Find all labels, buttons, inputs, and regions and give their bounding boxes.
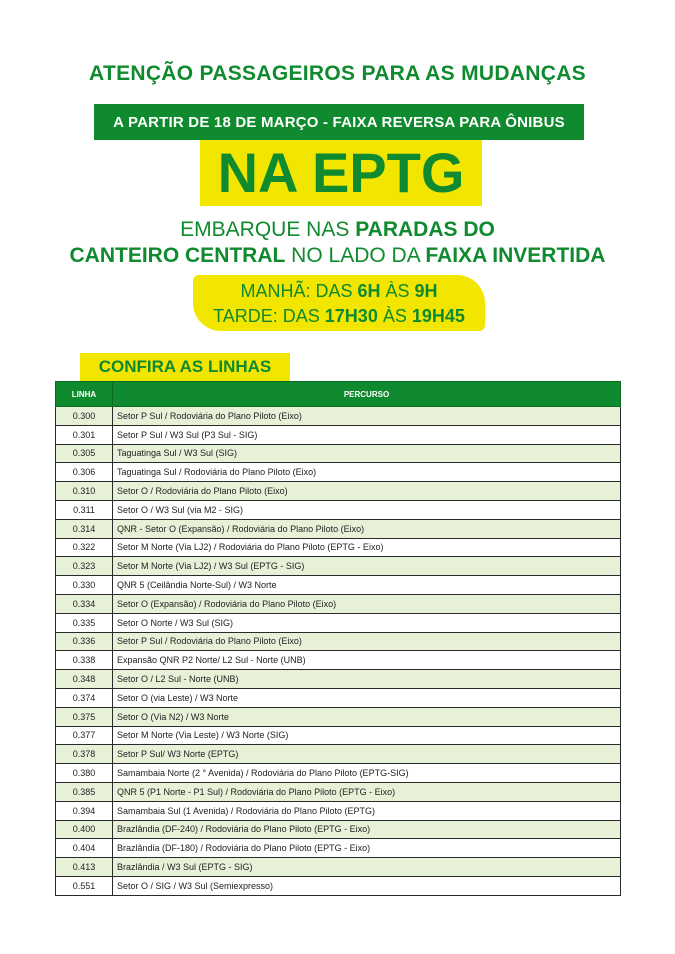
line-route: QNR - Setor O (Expansão) / Rodoviária do Plano Piloto (Eixo) <box>113 519 621 538</box>
line-code: 0.311 <box>56 500 113 519</box>
line-code: 0.310 <box>56 482 113 501</box>
table-row <box>56 876 621 895</box>
line-route: Setor O / L2 Sul - Norte (UNB) <box>113 670 621 689</box>
table-row <box>56 482 621 501</box>
line-route: Setor O / SIG / W3 Sul (Semiexpresso) <box>113 876 621 895</box>
table-row <box>56 688 621 707</box>
table-body <box>56 407 621 896</box>
table-row <box>56 764 621 783</box>
table-header-row <box>56 382 621 407</box>
line-code: 0.336 <box>56 632 113 651</box>
line-code: 0.378 <box>56 745 113 764</box>
schedule-evening <box>193 304 485 329</box>
table-row <box>56 745 621 764</box>
table-row <box>56 407 621 426</box>
line-route: QNR 5 (Ceilândia Norte-Sul) / W3 Norte <box>113 576 621 595</box>
embark-text: NO LADO DA <box>285 244 426 267</box>
table-row <box>56 820 621 839</box>
table-row <box>56 463 621 482</box>
line-code: 0.551 <box>56 876 113 895</box>
line-route: Setor M Norte (Via Leste) / W3 Norte (SIG) <box>113 726 621 745</box>
line-route: Setor P Sul / Rodoviária do Plano Piloto (Eixo) <box>113 407 621 426</box>
line-code: 0.400 <box>56 820 113 839</box>
line-route: Samambaia Norte (2 ° Avenida) / Rodoviária do Plano Piloto (EPTG-SIG) <box>113 764 621 783</box>
embark-emphasis: CANTEIRO CENTRAL <box>69 244 286 267</box>
table-row <box>56 839 621 858</box>
line-route: Brazlândia (DF-180) / Rodoviária do Plano Piloto (EPTG - Eixo) <box>113 839 621 858</box>
line-code: 0.300 <box>56 407 113 426</box>
table-row <box>56 576 621 595</box>
line-route: Setor M Norte (Via LJ2) / W3 Sul (EPTG - SIG) <box>113 557 621 576</box>
line-code: 0.330 <box>56 576 113 595</box>
table-row <box>56 632 621 651</box>
table-row <box>56 613 621 632</box>
line-code: 0.305 <box>56 444 113 463</box>
line-route: Setor O Norte / W3 Sul (SIG) <box>113 613 621 632</box>
main-title: NA EPTG <box>200 140 482 206</box>
line-code: 0.375 <box>56 707 113 726</box>
line-route: Expansão QNR P2 Norte/ L2 Sul - Norte (UNB) <box>113 651 621 670</box>
table-row <box>56 651 621 670</box>
line-code: 0.335 <box>56 613 113 632</box>
line-code: 0.380 <box>56 764 113 783</box>
embark-emphasis: PARADAS DO <box>355 218 495 241</box>
schedule-label: TARDE: DAS <box>213 306 325 326</box>
line-route: Brazlândia / W3 Sul (EPTG - SIG) <box>113 858 621 877</box>
schedule-label: ÀS <box>380 281 415 301</box>
line-route: Setor O / W3 Sul (via M2 - SIG) <box>113 500 621 519</box>
embark-line-1 <box>0 218 675 242</box>
line-route: Setor O (via Leste) / W3 Norte <box>113 688 621 707</box>
table-row <box>56 500 621 519</box>
line-route: Taguatinga Sul / Rodoviária do Plano Piloto (Eixo) <box>113 463 621 482</box>
table-row <box>56 670 621 689</box>
line-code: 0.413 <box>56 858 113 877</box>
line-code: 0.394 <box>56 801 113 820</box>
headline: ATENÇÃO PASSAGEIROS PARA AS MUDANÇAS <box>89 62 586 85</box>
table-row <box>56 858 621 877</box>
table-row <box>56 425 621 444</box>
schedule-time: 19H45 <box>411 306 465 326</box>
schedule-label: ÀS <box>377 306 412 326</box>
schedule-time: 6H <box>357 281 381 301</box>
schedule-label: MANHÃ: DAS <box>240 281 358 301</box>
line-code: 0.404 <box>56 839 113 858</box>
line-code: 0.306 <box>56 463 113 482</box>
date-banner: A PARTIR DE 18 DE MARÇO - FAIXA REVERSA PARA ÔNIBUS <box>94 104 584 140</box>
line-route: QNR 5 (P1 Norte - P1 Sul) / Rodoviária do Plano Piloto (EPTG - Eixo) <box>113 782 621 801</box>
embark-line-2 <box>0 244 675 268</box>
schedule-morning <box>193 279 485 304</box>
line-code: 0.322 <box>56 538 113 557</box>
line-code: 0.323 <box>56 557 113 576</box>
schedule-time: 17H30 <box>324 306 378 326</box>
table-row <box>56 519 621 538</box>
lines-table <box>55 381 621 896</box>
table-row <box>56 782 621 801</box>
schedule-time: 9H <box>414 281 438 301</box>
line-route: Setor M Norte (Via LJ2) / Rodoviária do Plano Piloto (EPTG - Eixo) <box>113 538 621 557</box>
line-code: 0.334 <box>56 594 113 613</box>
line-code: 0.385 <box>56 782 113 801</box>
confira-label: CONFIRA AS LINHAS <box>80 353 290 381</box>
table-row <box>56 444 621 463</box>
table-row <box>56 557 621 576</box>
line-route: Setor P Sul / W3 Sul (P3 Sul - SIG) <box>113 425 621 444</box>
line-route: Samambaia Sul (1 Avenida) / Rodoviária do Plano Piloto (EPTG) <box>113 801 621 820</box>
line-code: 0.301 <box>56 425 113 444</box>
table-row <box>56 538 621 557</box>
table-row <box>56 707 621 726</box>
line-route: Setor O (Via N2) / W3 Norte <box>113 707 621 726</box>
line-code: 0.377 <box>56 726 113 745</box>
embark-text: EMBARQUE NAS <box>180 218 356 241</box>
line-code: 0.348 <box>56 670 113 689</box>
table-row <box>56 801 621 820</box>
line-route: Taguatinga Sul / W3 Sul (SIG) <box>113 444 621 463</box>
line-code: 0.374 <box>56 688 113 707</box>
schedule-box <box>193 275 485 331</box>
line-code: 0.314 <box>56 519 113 538</box>
table-row <box>56 594 621 613</box>
line-route: Setor O / Rodoviária do Plano Piloto (Eixo) <box>113 482 621 501</box>
column-header-line: LINHA <box>56 382 113 407</box>
line-route: Setor P Sul / Rodoviária do Plano Piloto (Eixo) <box>113 632 621 651</box>
embark-emphasis: FAIXA INVERTIDA <box>425 244 606 267</box>
line-route: Setor P Sul/ W3 Norte (EPTG) <box>113 745 621 764</box>
line-code: 0.338 <box>56 651 113 670</box>
line-route: Setor O (Expansão) / Rodoviária do Plano Piloto (Eixo) <box>113 594 621 613</box>
table-row <box>56 726 621 745</box>
column-header-route: PERCURSO <box>113 382 621 407</box>
line-route: Brazlândia (DF-240) / Rodoviária do Plano Piloto (EPTG - Eixo) <box>113 820 621 839</box>
